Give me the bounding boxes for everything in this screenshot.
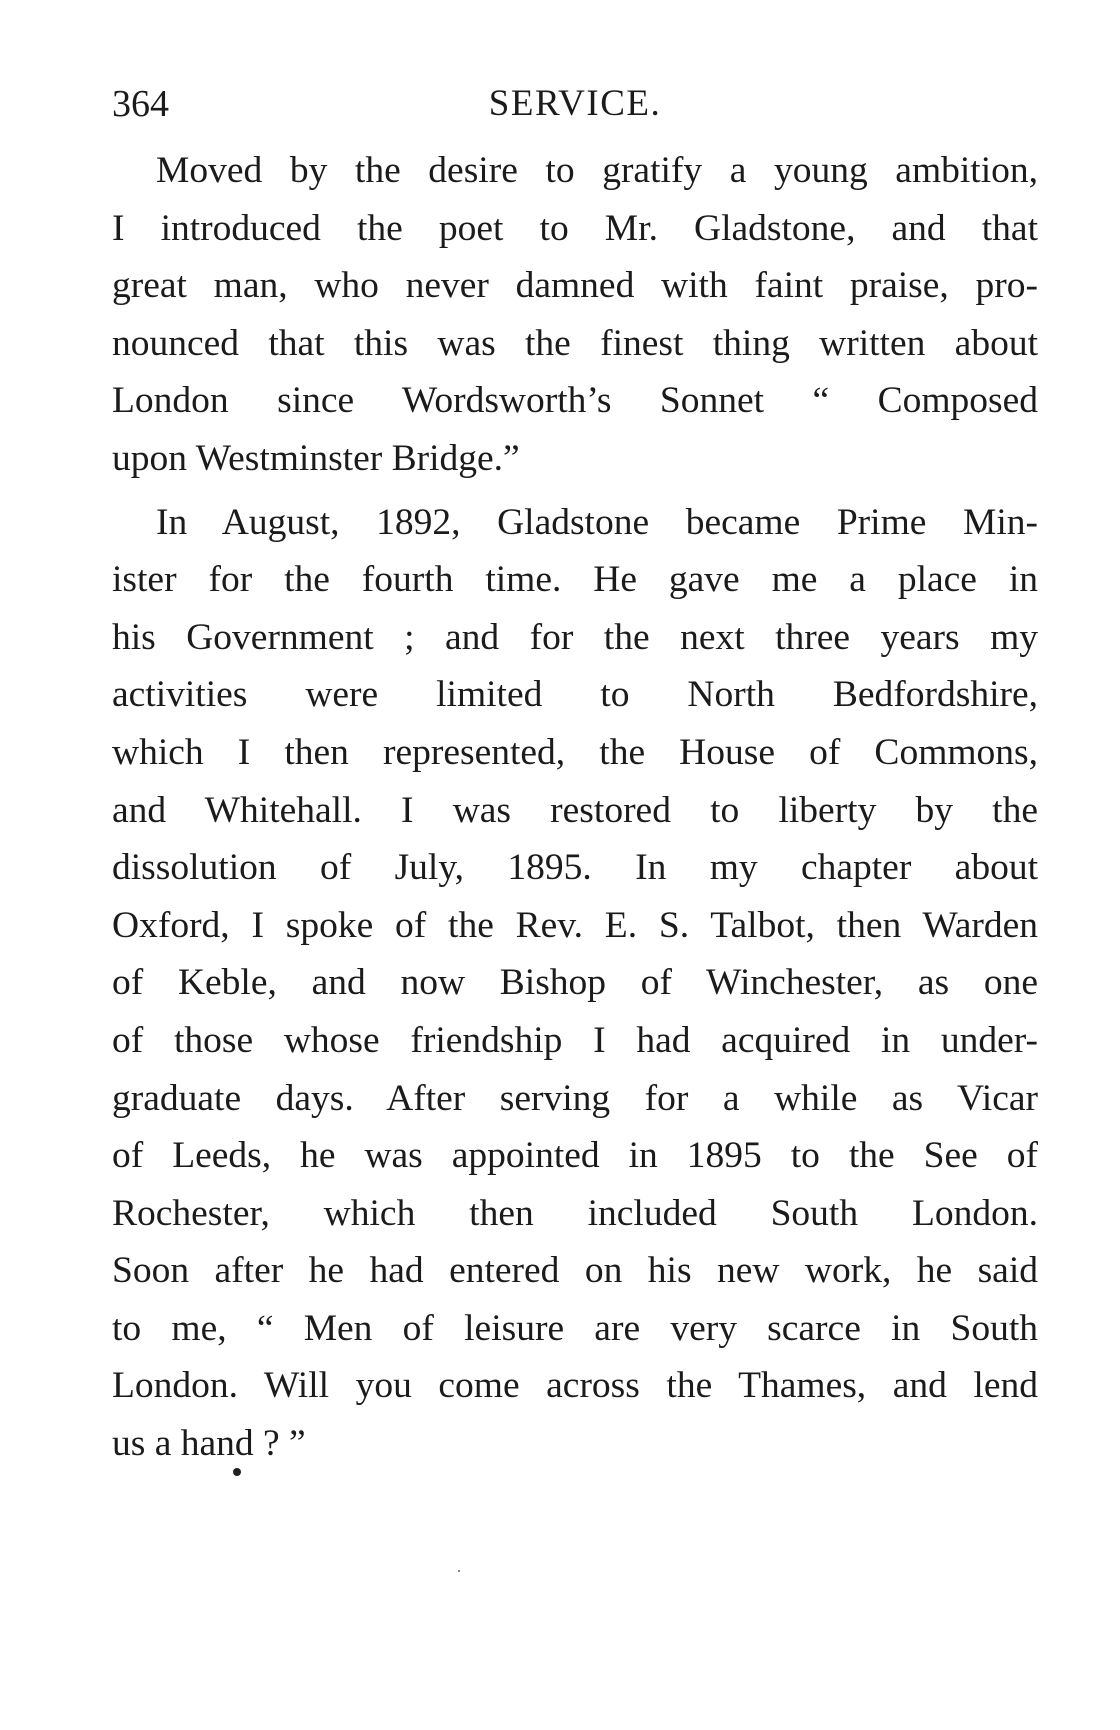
text-line: of Leeds, he was appointed in 1895 to the See of (112, 1135, 1038, 1177)
text-line: of Keble, and now Bishop of Winchester, as one (112, 962, 1038, 1004)
text-line: Moved by the desire to gratify a young ambition, (156, 150, 1038, 191)
text-line: I introduced the poet to Mr. Gladstone, and that (112, 207, 1038, 249)
text-line: Rochester, which then included South London. (112, 1192, 1038, 1234)
text-line: In August, 1892, Gladstone became Prime Min- (156, 501, 1038, 543)
text-line: and Whitehall. I was restored to liberty by the (112, 789, 1038, 831)
body-text (112, 142, 1038, 1479)
text-line: upon Westminster Bridge.” (112, 437, 520, 479)
text-line: London since Wordsworth’s Sonnet “ Composed (112, 380, 1038, 422)
text-line: his Government ; and for the next three years my (112, 616, 1038, 658)
text-line: of those whose friendship I had acquired in under- (112, 1019, 1038, 1061)
paragraph (112, 142, 1038, 488)
text-line: ister for the fourth time. He gave me a place in (112, 559, 1038, 601)
text-line: us a hand ? ” (112, 1423, 306, 1465)
ink-speck (458, 1570, 460, 1572)
page-number: 364 (112, 83, 169, 125)
running-head (112, 76, 1038, 132)
text-line: graduate days. After serving for a while as Vicar (112, 1077, 1038, 1119)
text-line: great man, who never damned with faint praise, pro- (112, 265, 1038, 307)
text-line: dissolution of July, 1895. In my chapter about (112, 847, 1038, 889)
text-line: activities were limited to North Bedfordshire, (112, 674, 1038, 716)
text-line: Oxford, I spoke of the Rev. E. S. Talbot, then Warden (112, 904, 1038, 946)
text-line: Soon after he had entered on his new work, he said (112, 1250, 1038, 1292)
text-line: London. Will you come across the Thames, and lend (112, 1365, 1038, 1407)
text-line: nounced that this was the finest thing written about (112, 322, 1038, 364)
text-line: to me, “ Men of leisure are very scarce in South (112, 1307, 1038, 1349)
chapter-title: SERVICE. (488, 83, 662, 124)
ink-mark (233, 1468, 241, 1476)
paragraph (112, 494, 1038, 1473)
text-line: which I then represented, the House of Commons, (112, 731, 1038, 773)
